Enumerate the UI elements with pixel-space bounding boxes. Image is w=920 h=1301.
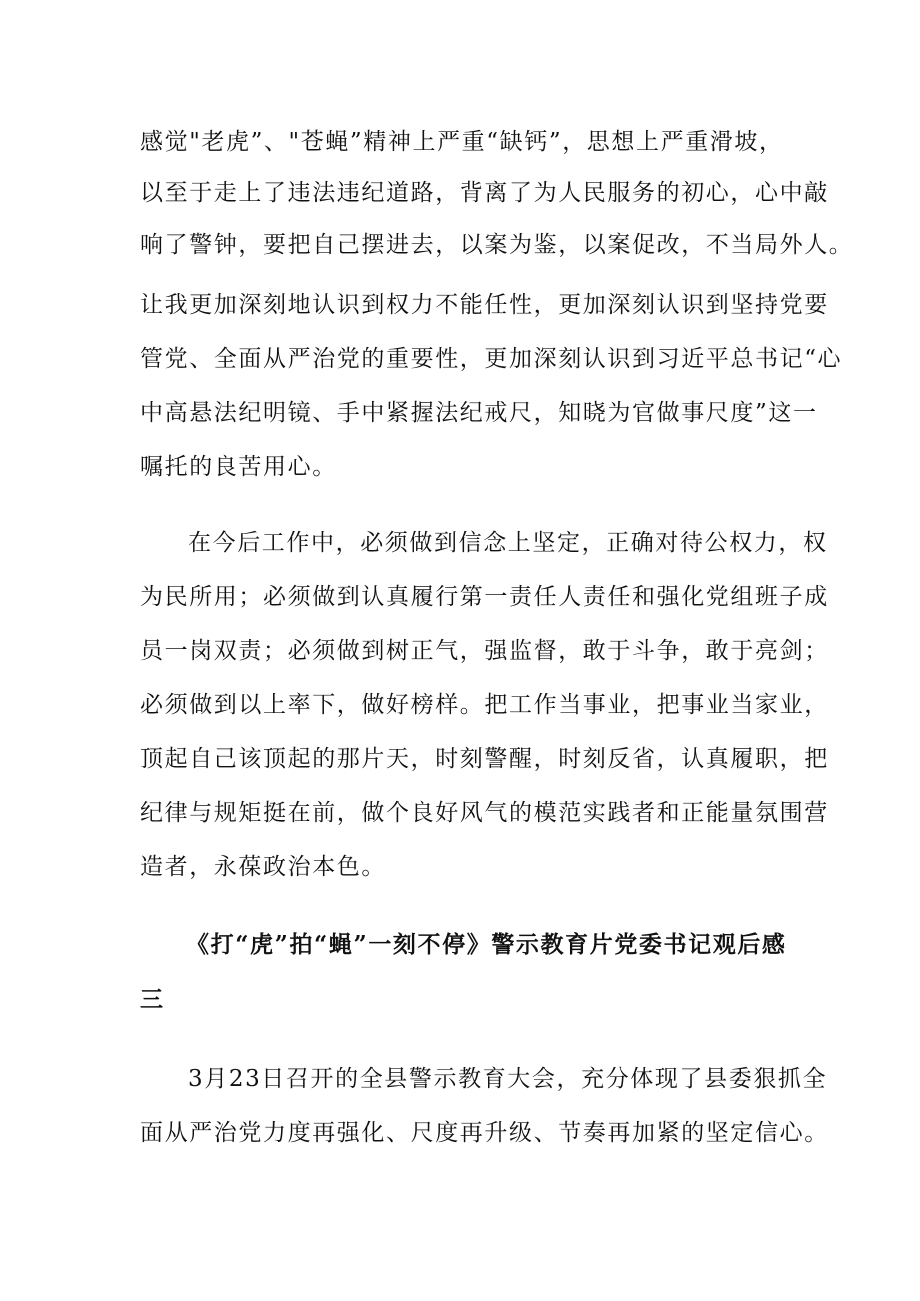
paragraph-line: 管党、全面从严治党的重要性，更加深刻认识到习近平总书记“心: [140, 346, 843, 372]
paragraph-line: 嘱托的良苦用心。: [140, 454, 337, 480]
heading-line: 《打“虎”拍“蝇”一刻不停》警示教育片党委书记观后感: [186, 931, 787, 958]
paragraph-line-indented: 在今后工作中，必须做到信念上坚定，正确对待公权力，权: [188, 530, 828, 556]
paragraph-line: 让我更加深刻地认识到权力不能任性，更加深刻认识到坚持党要: [140, 292, 829, 318]
paragraph-line: 中高悬法纪明镜、手中紧握法纪戒尺，知晓为官做事尺度”这一: [140, 400, 818, 426]
heading-line: 三: [140, 986, 165, 1013]
paragraph-line: 造者，永葆政治本色。: [140, 854, 386, 880]
paragraph-line: 顶起自己该顶起的那片天，时刻警醒，时刻反省，认真履职，把: [140, 746, 829, 772]
paragraph-line: 感觉"老虎”、"苍蝇”精神上严重“缺钙”，思想上严重滑坡，: [140, 129, 784, 155]
paragraph-line: 面从严治党力度再强化、尺度再升级、节奏再加紧的坚定信心。: [140, 1120, 829, 1146]
paragraph-line: 员一岗双责；必须做到树正气，强监督，敢于斗争，敢于亮剑；: [140, 638, 829, 664]
paragraph-line: 响了警钟，要把自己摆进去，以案为鉴，以案促改，不当局外人。: [140, 232, 854, 258]
paragraph-line: 以至于走上了违法违纪道路，背离了为人民服务的初心，心中敲: [140, 180, 829, 206]
paragraph-line: 必须做到以上率下，做好榜样。把工作当事业，把事业当家业，: [140, 692, 829, 718]
paragraph-line: 为民所用；必须做到认真履行第一责任人责任和强化党组班子成: [140, 584, 829, 610]
paragraph-line-indented: 3月23日召开的全县警示教育大会，充分体现了县委狠抓全: [188, 1066, 828, 1092]
paragraph-line: 纪律与规矩挺在前，做个良好风气的模范实践者和正能量氛围营: [140, 800, 829, 826]
